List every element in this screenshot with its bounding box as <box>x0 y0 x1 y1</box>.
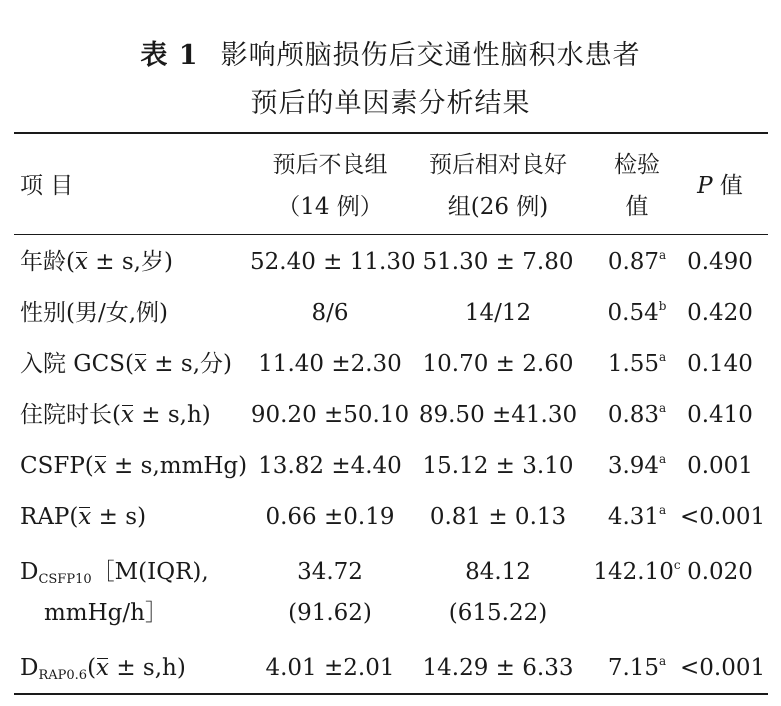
label-part: CSFP( <box>20 453 94 479</box>
label-part: ± s,岁) <box>87 249 173 275</box>
header-p-value <box>680 171 760 201</box>
cell-good: 14/12 <box>464 300 532 326</box>
test-value: 0.54 <box>607 300 659 326</box>
table-caption-line2: 预后的单因素分析结果 <box>250 88 531 119</box>
header-group-bad-line1: 预后不良组 <box>272 152 388 178</box>
header-group-bad-line2: （14 例） <box>277 194 383 220</box>
cell-good: 0.81 ± 0.13 <box>429 504 567 530</box>
cell-p: 0.490 <box>687 249 753 275</box>
cell-p: 0.020 <box>687 559 753 585</box>
test-mark: a <box>659 401 667 415</box>
row-label-rap <box>20 502 146 532</box>
test-value: 0.83 <box>607 402 660 428</box>
cell-test <box>590 557 684 587</box>
row-label-dcsfp10-line1 <box>20 557 209 595</box>
label-part: D <box>20 655 39 681</box>
cell-p: 0.140 <box>687 351 753 377</box>
cell-bad: 4.01 ±2.01 <box>265 655 395 681</box>
cell-bad-line2: (91.62) <box>288 600 372 626</box>
p-suffix: 值 <box>712 173 743 199</box>
row-label-age <box>20 247 173 277</box>
cell-p: 0.001 <box>687 453 753 479</box>
table-top-rule <box>14 132 768 134</box>
test-value: 0.87 <box>607 249 660 275</box>
mean-symbol: x <box>96 655 110 681</box>
cell-good: 15.12 ± 3.10 <box>422 453 574 479</box>
row-label-stay <box>20 400 211 430</box>
header-group-good-line2: 组(26 例) <box>447 194 549 220</box>
table-bottom-rule <box>14 693 768 695</box>
header-item: 项 目 <box>20 173 74 199</box>
label-part: ( <box>87 655 97 681</box>
label-part: ± s,mmHg) <box>106 453 248 479</box>
label-part: RAP( <box>20 504 79 530</box>
label-part: 年龄( <box>20 249 75 275</box>
cell-good: 10.70 ± 2.60 <box>422 351 574 377</box>
header-test-line2: 值 <box>625 194 649 220</box>
label-part: 入院 GCS( <box>20 351 135 377</box>
cell-bad: 90.20 ±50.10 <box>250 402 410 428</box>
cell-bad: 0.66 ±0.19 <box>265 504 395 530</box>
table-number: 表 1 <box>140 40 199 71</box>
mean-symbol: x <box>120 402 134 428</box>
label-part: ± s,分) <box>147 351 232 377</box>
mean-symbol: x <box>134 351 147 377</box>
cell-bad: 11.40 ±2.30 <box>258 351 402 377</box>
row-label-sex: 性别(男/女,例) <box>20 300 169 326</box>
header-group-good-line1: 预后相对良好 <box>429 152 567 178</box>
cell-bad: 8/6 <box>311 300 349 326</box>
cell-p: 0.420 <box>687 300 753 326</box>
cell-bad: 13.82 ±4.40 <box>258 453 402 479</box>
cell-good-line1: 84.12 <box>465 559 531 585</box>
test-mark: a <box>659 654 667 668</box>
cell-test <box>597 298 677 328</box>
mean-symbol: x <box>74 249 88 275</box>
label-subscript: CSFP10 <box>38 572 92 587</box>
label-part: ± s) <box>91 504 147 530</box>
row-label-drap06 <box>20 653 186 691</box>
p-letter: P <box>697 173 713 199</box>
cell-test <box>597 247 677 277</box>
mean-symbol: x <box>93 453 107 479</box>
caption-title-line1: 影响颅脑损伤后交通性脑积水患者 <box>220 40 641 71</box>
label-part: D <box>20 559 39 585</box>
label-subscript: RAP0.6 <box>38 668 88 683</box>
mean-symbol: x <box>78 504 92 530</box>
label-part: ［M(IQR), <box>91 559 209 585</box>
cell-test <box>597 451 677 481</box>
table-header-rule <box>14 234 768 235</box>
table-caption-line1 <box>0 36 781 76</box>
test-value: 1.55 <box>607 351 660 377</box>
label-part: ± s,h) <box>109 655 186 681</box>
row-label-csfp <box>20 451 247 481</box>
test-mark: b <box>658 299 667 313</box>
label-part: ± s,h) <box>133 402 211 428</box>
test-value: 7.15 <box>607 655 660 681</box>
cell-test <box>597 653 677 683</box>
cell-p: <0.001 <box>680 504 766 530</box>
cell-test <box>597 400 677 430</box>
test-mark: a <box>659 503 667 517</box>
test-mark: a <box>659 248 667 262</box>
cell-test <box>597 349 677 379</box>
test-value: 3.94 <box>607 453 660 479</box>
cell-p: <0.001 <box>680 655 766 681</box>
cell-good: 51.30 ± 7.80 <box>422 249 574 275</box>
test-mark: a <box>659 452 667 466</box>
test-value: 4.31 <box>607 504 660 530</box>
header-test-line1: 检验 <box>614 152 660 178</box>
cell-good: 14.29 ± 6.33 <box>422 655 574 681</box>
cell-bad: 52.40 ± 11.30 <box>250 249 416 275</box>
label-part: 住院时长( <box>20 402 121 428</box>
row-label-dcsfp10-line2: mmHg/h］ <box>44 600 168 626</box>
cell-good-line2: (615.22) <box>448 600 548 626</box>
row-label-gcs <box>20 349 232 379</box>
cell-good: 89.50 ±41.30 <box>418 402 578 428</box>
test-value: 142.10 <box>593 559 674 585</box>
cell-bad-line1: 34.72 <box>297 559 363 585</box>
test-mark: a <box>659 350 667 364</box>
cell-p: 0.410 <box>687 402 753 428</box>
cell-test <box>597 502 677 532</box>
test-mark: c <box>673 558 681 572</box>
